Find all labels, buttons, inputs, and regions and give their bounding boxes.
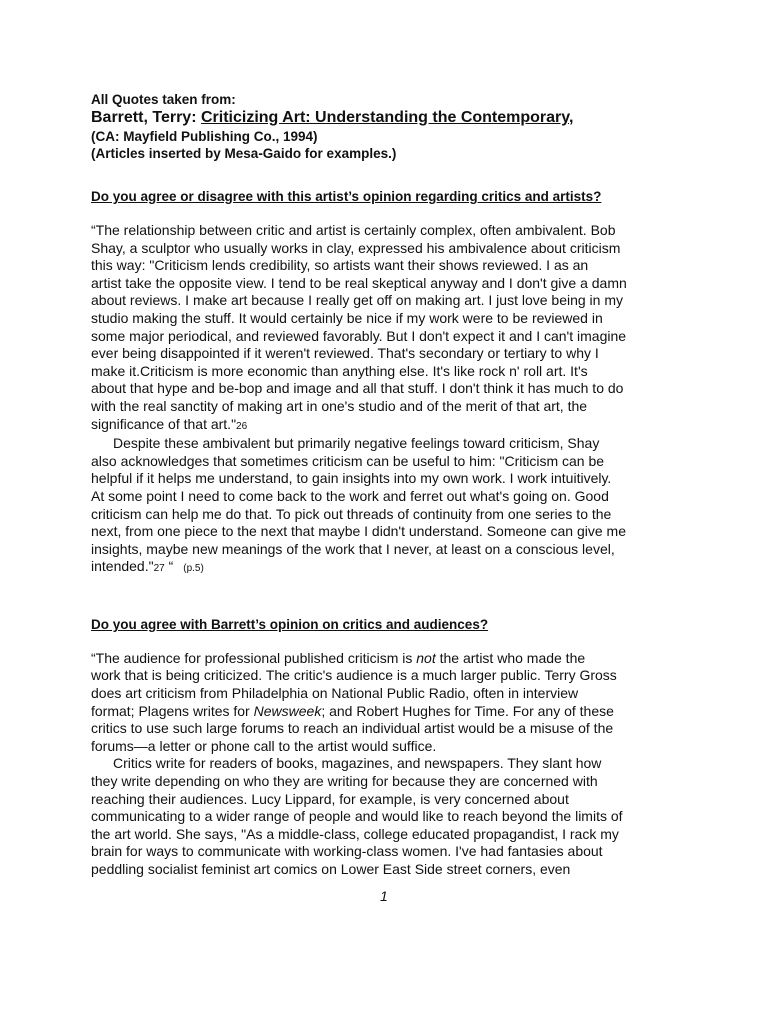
closing-quote: “: [164, 558, 174, 575]
emphasis-text: Newsweek: [253, 702, 322, 719]
text-line: some major periodical, and reviewed favorably. But I don't expect it and I can't imagine: [91, 327, 627, 344]
quote-paragraph-3: [91, 650, 691, 756]
text-fragment: “The audience for professional published criticism is: [91, 649, 417, 666]
text-line: [91, 416, 691, 436]
text-line: does art criticism from Philadelphia on National Public Radio, often in interview: [91, 685, 579, 702]
text-fragment: the artist who made the: [435, 649, 586, 666]
text-line: Critics write for readers of books, magazines, and newspapers. They slant how: [113, 755, 602, 772]
quote-paragraph-4: [91, 755, 691, 878]
question-2: Do you agree with Barrett’s opinion on critics and audiences?: [91, 616, 489, 632]
text-line: about that hype and be-bop and image and all that stuff. I don't think it has much to do: [91, 380, 624, 397]
quotes-source-label: All Quotes taken from:: [91, 92, 236, 107]
book-reference: [91, 108, 691, 128]
editor-note: (Articles inserted by Mesa-Gaido for examples.): [91, 146, 397, 161]
text-line: [91, 558, 691, 578]
footnote-marker: 26: [236, 420, 248, 432]
text-line: this way: "Criticism lends credibility, so artists want their shows reviewed. I as an: [91, 257, 589, 274]
text-line: critics to use such large forums to reach an individual artist would be a misuse of the: [91, 720, 614, 737]
text-line: make it.Criticism is more economic than anything else. It's like rock n' roll art. It's: [91, 362, 588, 379]
text-line: Shay, a sculptor who usually works in clay, expressed his ambivalence about criticism: [91, 239, 621, 256]
document-page: [91, 91, 691, 879]
text-line: peddling socialist feminist art comics on Lower East Side street corners, even: [91, 861, 571, 877]
author-name: Barrett, Terry:: [91, 109, 201, 126]
text-line: insights, maybe new meanings of the work that I never, at least on a conscious level,: [91, 540, 615, 557]
publisher-info: (CA: Mayfield Publishing Co., 1994): [91, 129, 318, 144]
text-line: “The relationship between critic and artist is certainly complex, often ambivalent. Bob: [91, 222, 616, 238]
text-line: helpful if it helps me understand, to gain insights into my own work. I work intuitively.: [91, 470, 612, 487]
text-line: about reviews. I make art because I really get off on making art. I just love being in my: [91, 292, 624, 309]
text-line: forums—a letter or phone call to the artist would suffice.: [91, 737, 437, 754]
quote-paragraph-1: [91, 222, 691, 435]
text-line: Despite these ambivalent but primarily negative feelings toward criticism, Shay: [113, 435, 600, 452]
text-line: artist take the opposite view. I tend to be real skeptical anyway and I don't give a damn: [91, 274, 627, 291]
citation-header: [91, 91, 691, 162]
emphasis-text: not: [416, 649, 436, 666]
text-fragment: ; and Robert Hughes for Time. For any of these: [321, 702, 614, 719]
text-line: criticism can help me do that. To pick out threads of continuity from one series to the: [91, 505, 612, 522]
text-fragment: format; Plagens writes for: [91, 702, 254, 719]
text-line: with the real sanctity of making art in one's studio and of the merit of that art, the: [91, 397, 588, 414]
question-1: Do you agree or disagree with this artist’s opinion regarding critics and artists?: [91, 189, 602, 204]
text-line: they write depending on who they are writing for because they are concerned with: [91, 773, 598, 790]
text-fragment: significance of that art.": [91, 415, 237, 432]
title-comma: ,: [568, 109, 574, 126]
text-line: reaching their audiences. Lucy Lippard, for example, is very concerned about: [91, 790, 569, 807]
text-line: At some point I need to come back to the work and ferret out what's going on. Good: [91, 487, 609, 504]
text-line: next, from one piece to the next that maybe I didn't understand. Someone can give me: [91, 523, 626, 540]
text-line: also acknowledges that sometimes criticism can be useful to him: "Criticism can be: [91, 452, 605, 469]
text-line: ever being disappointed if it weren't reviewed. That's secondary or tertiary to why I: [91, 345, 599, 362]
text-line: [91, 703, 691, 721]
text-fragment: intended.": [91, 558, 154, 575]
page-citation: (p.5): [183, 563, 204, 575]
book-title: Criticizing Art: Understanding the Contemporary: [200, 109, 569, 126]
text-line: brain for ways to communicate with working-class women. I've had fantasies about: [91, 843, 603, 860]
page-number: 1: [380, 888, 388, 904]
footnote-marker: 27: [153, 563, 165, 575]
text-line: [91, 650, 691, 668]
text-line: the art world. She says, "As a middle-class, college educated propagandist, I rack my: [91, 825, 619, 842]
text-line: studio making the stuff. It would certainly be nice if my work were to be reviewed in: [91, 309, 603, 326]
text-line: work that is being criticized. The critic's audience is a much larger public. Terry Gross: [91, 667, 617, 684]
quote-paragraph-2: [91, 435, 691, 578]
text-line: communicating to a wider range of people and would like to reach beyond the limits of: [91, 808, 623, 825]
